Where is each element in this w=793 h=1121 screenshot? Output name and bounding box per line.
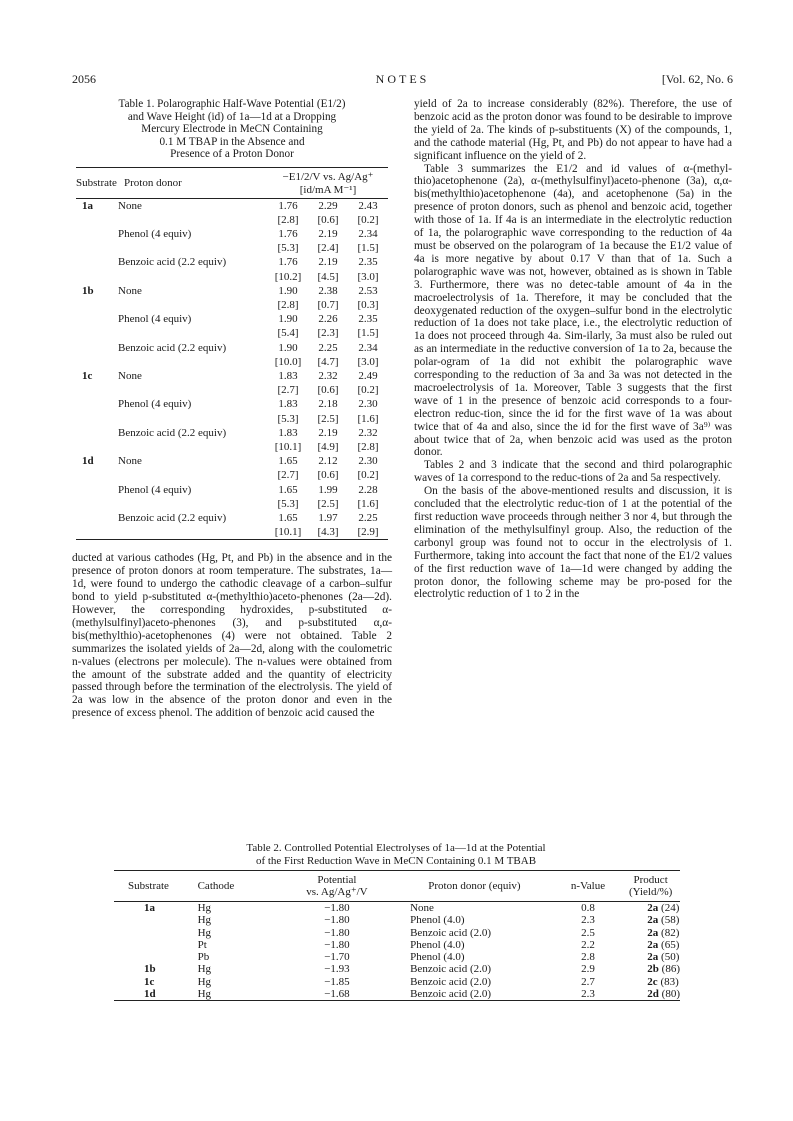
table-row xyxy=(114,976,680,988)
value-cell: [2.8] xyxy=(277,298,299,311)
value-cell: [2.8] xyxy=(277,213,299,226)
n-value-cell: 2.8 xyxy=(581,951,595,964)
value-cell: 2.26 xyxy=(318,313,338,326)
value-cell: [0.6] xyxy=(317,384,339,397)
value-cell: [5.3] xyxy=(277,497,299,510)
substrate-cell xyxy=(114,914,198,926)
donor-cell xyxy=(118,440,268,454)
table-row xyxy=(76,511,388,525)
potential-cell: −1.80 xyxy=(324,926,350,939)
value-cell: [0.3] xyxy=(357,298,379,311)
value-cell: [0.2] xyxy=(357,213,379,226)
table-row xyxy=(76,355,388,369)
table2-header-n: n-Value xyxy=(555,871,622,902)
potential-cell: −1.93 xyxy=(324,963,350,976)
volume-info: [Vol. 62, No. 6 xyxy=(661,72,733,86)
donor-cell: None xyxy=(118,455,142,468)
value-cell: [4.3] xyxy=(308,525,348,540)
donor-cell xyxy=(118,412,268,426)
table1-caption-line: and Wave Height (id) of 1a—1d at a Dropping xyxy=(127,110,337,123)
value-cell: 2.30 xyxy=(358,455,378,468)
value-cell: 2.25 xyxy=(318,341,338,354)
substrate-cell: 1b xyxy=(82,284,94,297)
value-cell: 2.35 xyxy=(358,256,378,269)
donor-cell: None xyxy=(118,369,142,382)
product-cell xyxy=(621,927,680,939)
value-cell: 1.97 xyxy=(318,511,338,524)
table2-caption xyxy=(120,842,672,867)
table1-caption-line: Table 1. Polarographic Half-Wave Potential (E1/2) xyxy=(118,98,346,110)
donor-cell: Benzoic acid (2.0) xyxy=(394,988,555,1001)
donor-cell: Benzoic acid (2.2 equiv) xyxy=(118,256,227,269)
right-paragraph-4: On the basis of the above-mentioned results and discussion, it is concluded that the electrolytic reduc-tion of 1 at the potential of the first reduction wave proceeds through neither 3 nor 4, but through the elimination of the methylsulfinyl group. Also, the reduction of the carbonyl group was found not to occur in the electrolysis of 1. Furthermore, taking into account the fact that none of the E1/2 values of the first reduction wave of 1a—1d were changed by adding the proton donor, the following scheme may be pro-posed for the electrolytic reduction of 1 to 2 in the xyxy=(414,485,732,601)
value-cell: 2.28 xyxy=(358,483,378,496)
substrate-cell: 1c xyxy=(82,369,93,382)
value-cell: [10.0] xyxy=(274,355,302,368)
table-row xyxy=(76,426,388,440)
donor-cell xyxy=(118,497,268,511)
value-cell: [5.4] xyxy=(277,327,299,340)
value-cell: [3.0] xyxy=(357,355,379,368)
value-cell: [0.2] xyxy=(357,384,379,397)
table2-header-donor: Proton donor (equiv) xyxy=(394,871,555,902)
value-cell: [10.1] xyxy=(268,525,308,540)
value-cell: 2.49 xyxy=(358,369,378,382)
substrate-cell: 1a xyxy=(144,902,155,914)
product-compound: 2a xyxy=(647,938,659,951)
product-cell xyxy=(621,902,680,915)
product-compound: 2a xyxy=(647,914,659,927)
value-cell: 2.53 xyxy=(358,284,378,297)
value-cell: 2.34 xyxy=(358,341,378,354)
table-row xyxy=(76,497,388,511)
product-yield: (65) xyxy=(661,938,680,951)
value-cell: 1.76 xyxy=(278,227,298,240)
substrate-cell xyxy=(76,326,118,340)
table-row xyxy=(76,397,388,411)
table-row xyxy=(114,914,680,926)
donor-cell: Phenol (4 equiv) xyxy=(118,227,192,240)
product-compound: 2a xyxy=(647,951,659,964)
donor-cell: Phenol (4 equiv) xyxy=(118,398,192,411)
value-cell: 1.76 xyxy=(278,256,298,269)
n-value-cell: 0.8 xyxy=(581,902,595,914)
right-column xyxy=(414,98,732,601)
table2-body xyxy=(114,902,680,1001)
value-cell: 1.83 xyxy=(278,369,298,382)
cathode-cell: Hg xyxy=(197,914,212,927)
table-row xyxy=(76,241,388,255)
n-value-cell: 2.5 xyxy=(581,926,595,939)
substrate-cell xyxy=(76,355,118,369)
substrate-cell xyxy=(76,440,118,454)
right-paragraph-3: Tables 2 and 3 indicate that the second and third polarographic waves of 1a correspond to the reduc-tions of 2a and 5a respectively. xyxy=(414,459,732,485)
cathode-cell: Hg xyxy=(197,963,212,976)
substrate-cell xyxy=(76,255,118,269)
substrate-cell: 1c xyxy=(144,975,155,988)
product-yield: (50) xyxy=(661,951,680,964)
n-value-cell: 2.2 xyxy=(581,938,595,951)
value-cell: [2.4] xyxy=(317,242,339,255)
substrate-cell xyxy=(76,412,118,426)
table1 xyxy=(76,167,388,541)
value-cell: 1.99 xyxy=(318,483,338,496)
value-cell: [5.3] xyxy=(277,412,299,425)
value-cell: [2.9] xyxy=(348,525,388,540)
table-row xyxy=(114,951,680,963)
substrate-cell xyxy=(76,341,118,355)
value-cell: 2.38 xyxy=(318,284,338,297)
value-cell: 2.35 xyxy=(358,313,378,326)
page-number: 2056 xyxy=(72,72,96,86)
value-cell: 2.19 xyxy=(318,227,338,240)
journal-section: NOTES xyxy=(375,72,430,86)
substrate-cell xyxy=(76,497,118,511)
value-cell: 1.90 xyxy=(278,313,298,326)
substrate-cell xyxy=(76,383,118,397)
donor-cell xyxy=(118,468,268,482)
product-compound: 2a xyxy=(647,926,659,939)
product-cell xyxy=(621,963,680,975)
donor-cell: Phenol (4.0) xyxy=(410,951,465,964)
table2-header-product-1: Product xyxy=(633,874,668,886)
value-cell: [10.2] xyxy=(274,270,302,283)
product-cell xyxy=(621,976,680,988)
value-cell: 2.19 xyxy=(318,256,338,269)
value-cell: 1.83 xyxy=(278,426,298,439)
table2-caption-line2: of the First Reduction Wave in MeCN Containing 0.1 M TBAB xyxy=(255,854,537,867)
value-cell: [0.2] xyxy=(357,469,379,482)
product-cell xyxy=(621,939,680,951)
donor-cell xyxy=(118,298,268,312)
product-compound: 2d xyxy=(647,988,659,1001)
donor-cell: Benzoic acid (2.2 equiv) xyxy=(118,341,227,354)
donor-cell xyxy=(118,213,268,227)
table-row xyxy=(76,255,388,269)
table-row xyxy=(76,525,388,540)
table2-header-potential-2: vs. Ag/Ag⁺/V xyxy=(306,886,368,898)
cathode-cell: Pb xyxy=(197,951,210,964)
value-cell: [4.7] xyxy=(317,355,339,368)
value-cell: 1.65 xyxy=(278,483,298,496)
table-row xyxy=(76,412,388,426)
product-yield: (80) xyxy=(661,988,680,1001)
running-header xyxy=(72,72,733,88)
table-row xyxy=(114,963,680,975)
table-row xyxy=(114,927,680,939)
product-yield: (83) xyxy=(660,975,679,988)
cathode-cell: Hg xyxy=(197,902,212,914)
potential-cell: −1.85 xyxy=(324,975,350,988)
cathode-cell: Pt xyxy=(197,938,207,951)
potential-cell: −1.80 xyxy=(324,914,350,927)
n-value-cell: 2.3 xyxy=(555,988,622,1001)
value-cell: 2.29 xyxy=(318,199,338,212)
value-cell: 2.30 xyxy=(358,398,378,411)
value-cell: 1.90 xyxy=(278,284,298,297)
donor-cell: Benzoic acid (2.2 equiv) xyxy=(118,426,227,439)
value-cell: [5.3] xyxy=(277,242,299,255)
table-row xyxy=(76,483,388,497)
substrate-cell xyxy=(76,298,118,312)
table1-header-substrate: Substrate xyxy=(76,167,118,198)
table-row xyxy=(76,383,388,397)
donor-cell xyxy=(118,525,268,540)
substrate-cell xyxy=(76,426,118,440)
table-row xyxy=(76,341,388,355)
value-cell: 2.19 xyxy=(318,426,338,439)
table-row xyxy=(76,270,388,284)
table2-wrapper xyxy=(114,870,680,1001)
table-row xyxy=(76,227,388,241)
value-cell: 2.43 xyxy=(358,199,378,212)
table1-header-donor: Proton donor xyxy=(118,167,268,198)
value-cell: [2.5] xyxy=(317,497,339,510)
substrate-cell xyxy=(114,927,198,939)
donor-cell xyxy=(118,355,268,369)
cathode-cell: Hg xyxy=(197,926,212,939)
donor-cell: Phenol (4 equiv) xyxy=(118,313,192,326)
donor-cell: None xyxy=(410,902,434,914)
table-row xyxy=(114,939,680,951)
donor-cell: Benzoic acid (2.0) xyxy=(410,926,492,939)
donor-cell: None xyxy=(118,199,142,212)
value-cell: 1.65 xyxy=(278,455,298,468)
value-cell: [4.9] xyxy=(317,440,339,453)
value-cell: [2.7] xyxy=(277,384,299,397)
n-value-cell: 2.9 xyxy=(581,963,595,976)
substrate-cell xyxy=(76,270,118,284)
product-compound: 2a xyxy=(647,902,659,914)
value-cell: [4.5] xyxy=(317,270,339,283)
substrate-cell xyxy=(76,213,118,227)
donor-cell: Benzoic acid (2.0) xyxy=(410,963,492,976)
substrate-cell: 1b xyxy=(144,963,156,976)
substrate-cell xyxy=(76,397,118,411)
value-cell: [2.7] xyxy=(277,469,299,482)
donor-cell: None xyxy=(118,284,142,297)
value-cell: 2.32 xyxy=(358,426,378,439)
table-row xyxy=(76,369,388,383)
substrate-cell xyxy=(76,525,118,540)
value-cell: 1.90 xyxy=(278,341,298,354)
table1-caption xyxy=(72,98,392,161)
substrate-cell: 1a xyxy=(82,199,93,212)
donor-cell: Phenol (4.0) xyxy=(410,914,465,927)
table-row xyxy=(76,468,388,482)
value-cell: 2.18 xyxy=(318,398,338,411)
table2-header-substrate: Substrate xyxy=(114,871,198,902)
product-cell xyxy=(621,914,680,926)
donor-cell: Benzoic acid (2.2 equiv) xyxy=(118,511,227,524)
table-row xyxy=(76,213,388,227)
donor-cell xyxy=(118,270,268,284)
value-cell: [1.6] xyxy=(357,497,379,510)
table-row xyxy=(76,298,388,312)
value-cell: [10.1] xyxy=(274,440,302,453)
donor-cell: Benzoic acid (2.0) xyxy=(410,975,492,988)
substrate-cell xyxy=(114,951,198,963)
table1-caption-line: Presence of a Proton Donor xyxy=(170,148,294,160)
table-row xyxy=(76,198,388,213)
potential-cell: −1.68 xyxy=(280,988,394,1001)
n-value-cell: 2.3 xyxy=(581,914,595,927)
cathode-cell: Hg xyxy=(197,975,212,988)
substrate-cell xyxy=(76,241,118,255)
product-yield: (58) xyxy=(661,914,680,927)
substrate-cell: 1d xyxy=(114,988,198,1001)
table1-body xyxy=(76,198,388,540)
value-cell: [2.8] xyxy=(357,440,379,453)
left-column xyxy=(72,98,392,720)
table2-header-potential xyxy=(280,871,394,902)
table1-header-id: [id/mA M⁻¹] xyxy=(268,183,388,199)
product-yield: (82) xyxy=(661,926,680,939)
value-cell: [0.7] xyxy=(317,298,339,311)
value-cell: 2.12 xyxy=(318,455,338,468)
left-body-text: ducted at various cathodes (Hg, Pt, and Pb) in the absence and in the presence of proton donors at room temperature. The substrates, 1a—1d, were found to undergo the cathodic cleavage of a carbon–sulfur bond to yield p-substituted α-(methylthio)aceto-phenones (2a—2d). However, the corresponding hydroxides, p-substituted α-(methylsulfinyl)aceto-phenones (3), and p-substituted α,α-bis(methylthio)-acetophenones (4) were not obtained. Table 2 summarizes the isolated yields of 2a—2d, along with the coulometric n-values (electrons per molecule). The n-values were obtained from the amount of the substrate added and the quantity of electricity passed through before the termination of the electrolysis. The yield of 2a was low in the absence of the proton donor and even in the presence of excess phenol. The addition of benzoic acid caused the xyxy=(72,552,392,720)
value-cell: [1.5] xyxy=(357,242,379,255)
potential-cell: −1.70 xyxy=(324,951,350,964)
substrate-cell xyxy=(114,939,198,951)
table2 xyxy=(114,870,680,1001)
product-compound: 2b xyxy=(647,963,659,976)
table2-header-potential-1: Potential xyxy=(317,874,357,886)
donor-cell xyxy=(118,326,268,340)
n-value-cell: 2.7 xyxy=(581,975,595,988)
value-cell: [1.6] xyxy=(357,412,379,425)
product-yield: (24) xyxy=(661,902,680,914)
table-row xyxy=(76,326,388,340)
table2-header-cathode: Cathode xyxy=(198,871,280,902)
table-row xyxy=(114,902,680,915)
substrate-cell xyxy=(76,468,118,482)
table-row xyxy=(76,284,388,298)
value-cell: 1.65 xyxy=(278,511,298,524)
substrate-cell xyxy=(76,511,118,525)
value-cell: 2.34 xyxy=(358,227,378,240)
right-paragraph-1: yield of 2a to increase considerably (82%). Therefore, the use of benzoic acid as the proton donor was found to be desirable to improve the yield of 2a. The kinds of p-substituents (X) of the compounds, 1, and the cathode material (Hg, Pt, and Pb) do not appear to have had a significant influence on the yield of 2. xyxy=(414,98,732,162)
donor-cell xyxy=(118,241,268,255)
product-cell xyxy=(621,951,680,963)
product-yield: (86) xyxy=(661,963,680,976)
substrate-cell xyxy=(76,227,118,241)
product-cell xyxy=(621,988,680,1001)
table1-caption-line: Mercury Electrode in MeCN Containing xyxy=(141,123,323,135)
right-paragraph-2: Table 3 summarizes the E1/2 and id values of α-(methyl-thio)acetophenone (2a), α-(methylsulfinyl)aceto-phenone (3a), α,α-bis(methylthio)acetophenone (4a), and acetophenone (5a) in the presence of proton donors, such as phenol and benzoic acid, together with those of 1a. If 4a is an intermediate in the electrolytic reduction of 1a, the polarographic wave corresponding to the reduction of 4a must be observed on the polarogram of 1a because the E1/2 value of 4a is more negative by about 0.17 V than that of 1a. Such a polarographic wave was not, however, obtained as is shown in Table 3. Furthermore, there was no detec-table amount of 4a in the macroelectrolysis of 1a. Therefore, it may be concluded that the deoxygenated reduction of the oxygen–sulfur bond in the electrolytic reduction of 1a does not take place, i.e., the electrolytic reduction of 1a does not proceed through 4a. Sim-ilarly, 3a must also be ruled out as an intermediate in the reductive conversion of 1a to 2a, because the polar-ogram of 1a did not exhibit the polarographic wave corresponding to the reduction of 3a and 3a was not detected in the macroelectrolysis of 1a. Moreover, Table 3 suggests that the first wave of 1 in the presence of benzoic acid corresponds to a four-electron reduc-tion, since the id for the first wave of 1a was about twice that of 4a and also, since the id for the first wave of 3a⁹⁾ was about twice that of 2a, when benzoic acid was used as the proton donor. xyxy=(414,162,732,459)
donor-cell: Phenol (4 equiv) xyxy=(118,483,192,496)
table2-caption-line1: Table 2. Controlled Potential Electrolyses of 1a—1d at the Potential xyxy=(246,842,546,854)
value-cell: [3.0] xyxy=(357,270,379,283)
table2-header-product-2: (Yield/%) xyxy=(628,886,673,898)
table1-caption-line: 0.1 M TBAP in the Absence and xyxy=(159,135,305,148)
value-cell: [1.5] xyxy=(357,327,379,340)
table-row xyxy=(76,454,388,468)
substrate-cell xyxy=(76,483,118,497)
value-cell: [0.6] xyxy=(317,213,339,226)
donor-cell xyxy=(118,383,268,397)
value-cell: 2.32 xyxy=(318,369,338,382)
table2-header-product xyxy=(621,871,680,902)
substrate-cell xyxy=(76,312,118,326)
cathode-cell: Hg xyxy=(198,988,280,1001)
potential-cell: −1.80 xyxy=(324,938,350,951)
value-cell: [0.6] xyxy=(317,469,339,482)
table-row xyxy=(114,988,680,1001)
table-row xyxy=(76,440,388,454)
donor-cell: Phenol (4.0) xyxy=(410,938,465,951)
value-cell: [2.3] xyxy=(317,327,339,340)
value-cell: 2.25 xyxy=(358,511,378,524)
substrate-cell: 1d xyxy=(82,455,94,468)
potential-cell: −1.80 xyxy=(324,902,350,914)
value-cell: 1.76 xyxy=(278,199,298,212)
value-cell: 1.83 xyxy=(278,398,298,411)
table-row xyxy=(76,312,388,326)
table1-header-e: −E1/2/V vs. Ag/Ag⁺ xyxy=(268,167,388,183)
product-compound: 2c xyxy=(647,975,658,988)
value-cell: [2.5] xyxy=(317,412,339,425)
